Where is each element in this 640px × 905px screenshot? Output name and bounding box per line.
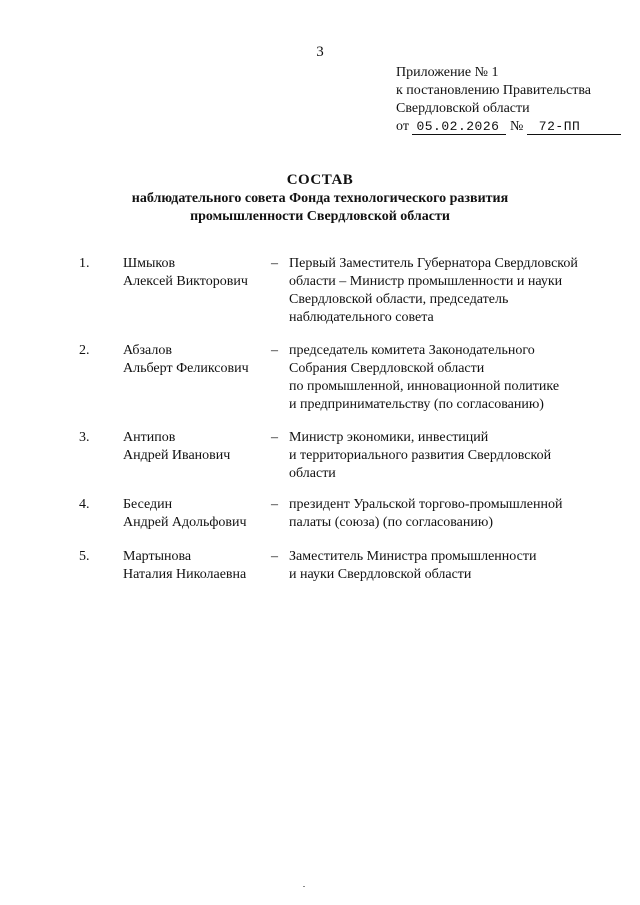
number-sign: № xyxy=(509,119,524,134)
member-role-line: области – Министр промышленности и науки xyxy=(289,274,563,289)
member-role-line: и территориального развития Свердловской xyxy=(289,448,552,463)
member-row xyxy=(0,496,640,532)
member-number: 3. xyxy=(79,430,90,445)
member-surname: Мартынова xyxy=(123,549,192,564)
member-role xyxy=(289,429,609,483)
member-number: 5. xyxy=(79,549,90,564)
document-subtitle-line-1: наблюдательного совета Фонда технологического развития xyxy=(131,191,509,206)
member-role-line: наблюдательного совета xyxy=(289,310,434,325)
member-role-line: области xyxy=(289,466,336,481)
member-role-line: президент Уральской торгово-промышленной xyxy=(289,497,563,512)
member-given-name: Альберт Феликсович xyxy=(123,361,249,376)
member-role-line: Министр экономики, инвестиций xyxy=(289,430,489,445)
member-role xyxy=(289,548,609,584)
member-row xyxy=(0,255,640,327)
member-surname: Шмыков xyxy=(123,256,176,271)
member-surname: Абзалов xyxy=(123,343,172,358)
member-name xyxy=(123,496,247,532)
member-role-line: Первый Заместитель Губернатора Свердловской xyxy=(289,256,578,271)
member-name xyxy=(123,255,248,291)
member-given-name: Андрей Иванович xyxy=(123,448,231,463)
member-role-line: и предпринимательству (по согласованию) xyxy=(289,397,544,412)
member-dash: – xyxy=(271,343,278,358)
member-role xyxy=(289,255,609,327)
member-dash: – xyxy=(271,549,278,564)
scan-speck xyxy=(303,886,305,887)
member-row xyxy=(0,342,640,414)
member-role-line: по промышленной, инновационной политике xyxy=(289,379,560,394)
member-name xyxy=(123,429,230,465)
member-role-line: палаты (союза) (по согласованию) xyxy=(289,515,493,530)
member-given-name: Алексей Викторович xyxy=(123,274,248,289)
member-role-line: Собрания Свердловской области xyxy=(289,361,485,376)
member-dash: – xyxy=(271,256,278,271)
member-surname: Антипов xyxy=(123,430,176,445)
member-dash: – xyxy=(271,430,278,445)
appendix-line-3: Свердловской области xyxy=(396,101,530,116)
member-role xyxy=(289,496,609,532)
document-subtitle-line-2: промышленности Свердловской области xyxy=(190,209,450,224)
member-number: 4. xyxy=(79,497,90,512)
appendix-line-2: к постановлению Правительства xyxy=(396,83,592,98)
member-row xyxy=(0,548,640,584)
decree-number: 72-ПП xyxy=(527,119,621,135)
member-role xyxy=(289,342,609,414)
member-name xyxy=(123,548,246,584)
member-given-name: Андрей Адольфович xyxy=(123,515,247,530)
document-title: СОСТАВ xyxy=(286,172,354,188)
appendix-date-line xyxy=(396,118,621,136)
member-role-line: председатель комитета Законодательного xyxy=(289,343,535,358)
appendix-line-1: Приложение № 1 xyxy=(396,65,499,80)
page-number: 3 xyxy=(316,44,324,60)
date-prefix: от xyxy=(396,119,409,134)
member-role-line: Свердловской области, председатель xyxy=(289,292,509,307)
document-title-block xyxy=(0,170,640,226)
member-number: 1. xyxy=(79,256,90,271)
member-name xyxy=(123,342,249,378)
member-surname: Беседин xyxy=(123,497,173,512)
member-row xyxy=(0,429,640,483)
member-number: 2. xyxy=(79,343,90,358)
decree-date: 05.02.2026 xyxy=(412,119,506,135)
appendix-block xyxy=(396,64,621,136)
member-dash: – xyxy=(271,497,278,512)
member-given-name: Наталия Николаевна xyxy=(123,567,247,582)
member-role-line: и науки Свердловской области xyxy=(289,567,472,582)
member-role-line: Заместитель Министра промышленности xyxy=(289,549,537,564)
